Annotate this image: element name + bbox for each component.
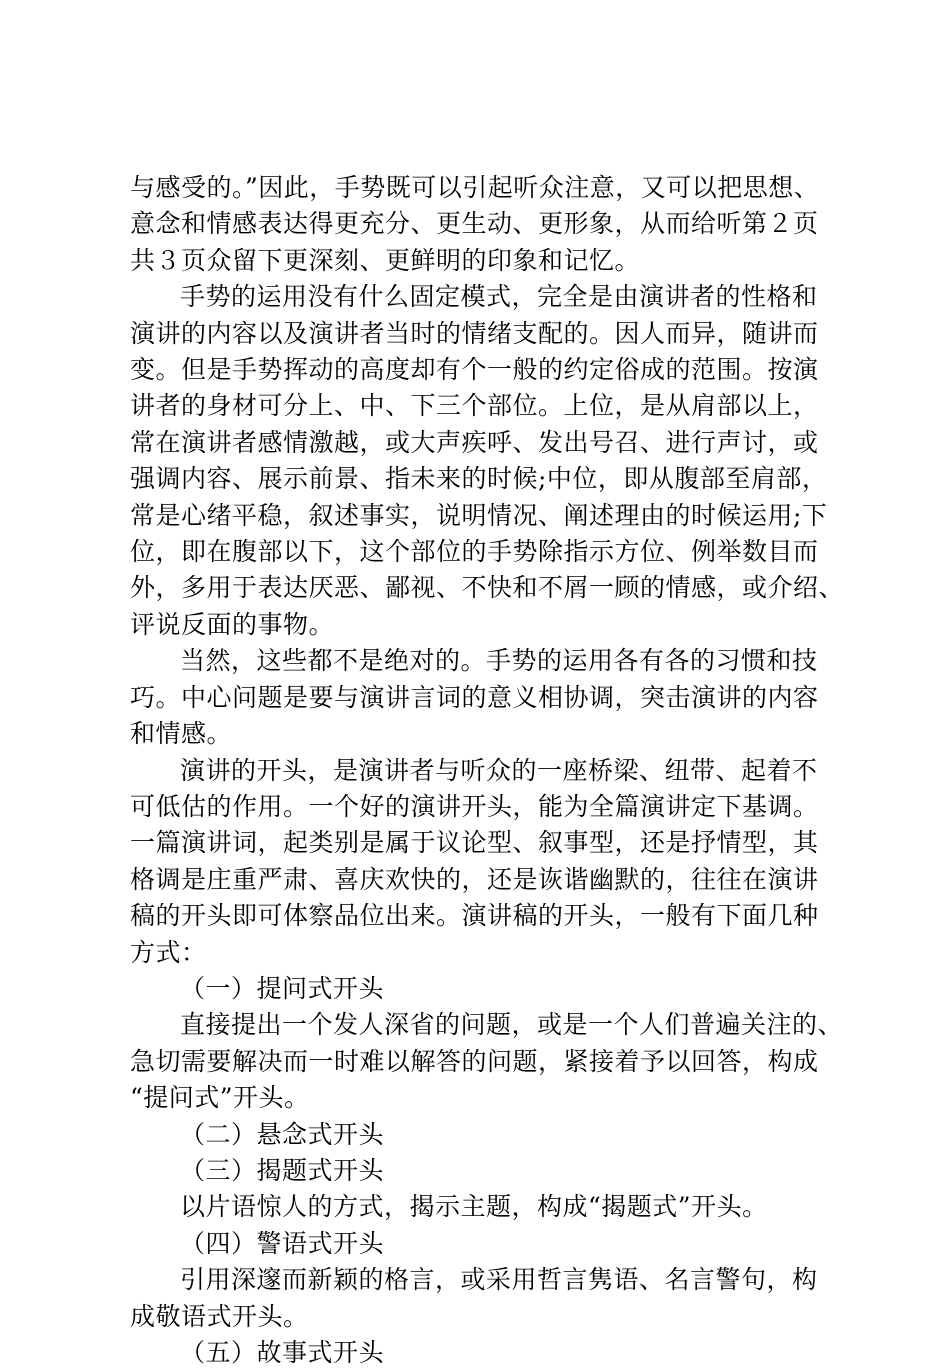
- section-story-opening: [130, 1335, 850, 1371]
- paragraph-gesture-positions: [130, 279, 850, 643]
- text-line: 成敬语式开头。: [130, 1301, 309, 1331]
- text-line: 巧。中心问题是要与演讲言词的意义相协调，突击演讲的内容: [130, 682, 819, 712]
- text-line: 评说反面的事物。: [130, 609, 335, 639]
- paragraph-not-absolute: [130, 643, 850, 752]
- text-line: 外，多用于表达厌恶、鄙视、不快和不屑一顾的情感，或介绍、: [130, 573, 845, 603]
- text-line: 演讲的开头，是演讲者与听众的一座桥梁、纽带、起着不: [180, 755, 818, 785]
- text-line: 强调内容、展示前景、指未来的时候;中位，即从腹部至肩部，: [130, 464, 828, 494]
- paragraph-speech-opening: [130, 753, 850, 971]
- text-line: 手势的运用没有什么固定模式，完全是由演讲者的性格和: [180, 282, 818, 312]
- text-line: 常在演讲者感情激越，或大声疾呼、发出号召、进行声讨，或: [130, 427, 819, 457]
- document-body: [130, 170, 850, 1371]
- text-line: 稿的开头即可体察品位出来。演讲稿的开头，一般有下面几种: [130, 901, 819, 931]
- text-line: 直接提出一个发人深省的问题，或是一个人们普遍关注的、: [180, 1010, 844, 1040]
- section-heading: （二）悬念式开头: [180, 1119, 385, 1149]
- section-heading: （三）揭题式开头: [180, 1155, 385, 1185]
- section-reveal-opening: [130, 1153, 850, 1226]
- text-line: 共３页众留下更深刻、更鲜明的印象和记忆。: [130, 245, 641, 275]
- text-line: 格调是庄重严肃、喜庆欢快的，还是诙谐幽默的，往往在演讲: [130, 864, 819, 894]
- text-line: “提问式”开头。: [130, 1083, 310, 1113]
- text-line: 演讲的内容以及演讲者当时的情绪支配的。因人而异，随讲而: [130, 318, 819, 348]
- text-line: 位，即在腹部以下，这个部位的手势除指示方位、例举数目而: [130, 537, 819, 567]
- text-line: 急切需要解决而一时难以解答的问题，紧接着予以回答，构成: [130, 1046, 819, 1076]
- text-line: 变。但是手势挥动的高度却有个一般的约定俗成的范围。按演: [130, 355, 819, 385]
- section-heading: （四）警语式开头: [180, 1228, 385, 1258]
- text-line: 与感受的。”因此，手势既可以引起听众注意，又可以把思想、: [130, 173, 820, 202]
- section-heading: （一）提问式开头: [180, 973, 385, 1003]
- text-line: 引用深邃而新颖的格言，或采用哲言隽语、名言警句，构: [180, 1265, 818, 1295]
- text-line: 可低估的作用。一个好的演讲开头，能为全篇演讲定下基调。: [130, 791, 819, 821]
- text-line: 以片语惊人的方式，揭示主题，构成“揭题式”开头。: [180, 1192, 768, 1222]
- section-heading: （五）故事式开头: [180, 1338, 385, 1367]
- text-line: 一篇演讲词，起类别是属于议论型、叙事型，还是抒情型，其: [130, 828, 819, 858]
- text-line: 讲者的身材可分上、中、下三个部位。上位，是从肩部以上，: [130, 391, 819, 421]
- text-line: 和情感。: [130, 719, 233, 749]
- section-question-opening: [130, 971, 850, 1117]
- text-line: 常是心绪平稳，叙述事实，说明情况、阐述理由的时候运用;下: [130, 500, 828, 530]
- text-line: 当然，这些都不是绝对的。手势的运用各有各的习惯和技: [180, 646, 818, 676]
- text-line: 方式：: [130, 937, 207, 967]
- section-suspense-opening: [130, 1117, 850, 1153]
- paragraph-gesture-effect: [130, 170, 850, 279]
- text-line: 意念和情感表达得更充分、更生动、更形象，从而给听第２页: [130, 209, 819, 239]
- section-maxim-opening: [130, 1226, 850, 1335]
